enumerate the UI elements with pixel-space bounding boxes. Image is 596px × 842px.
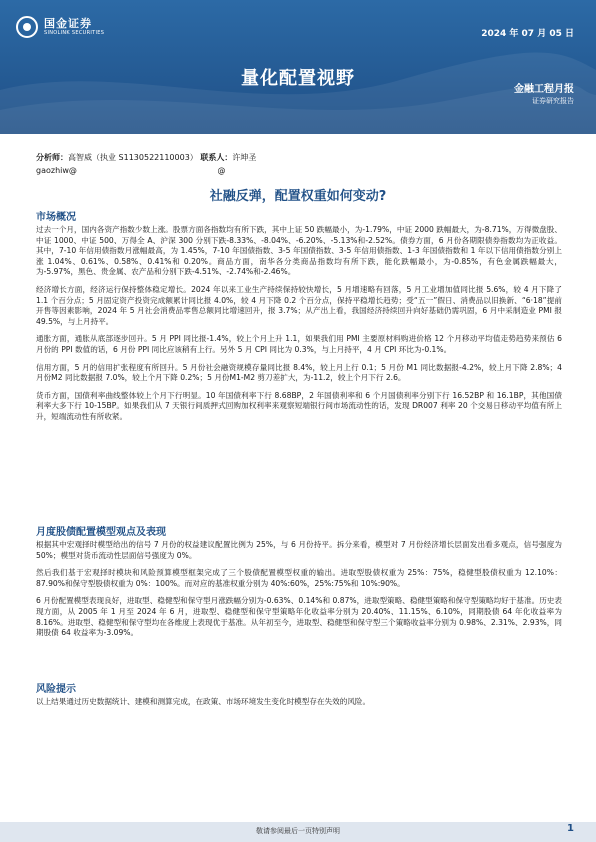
logo-icon <box>16 16 38 38</box>
analyst-label: 分析师： <box>36 153 68 162</box>
logo-name-cn: 国金证券 <box>44 17 92 30</box>
report-headline: 社融反弹，配置权重如何变动? <box>209 189 387 204</box>
section-allocation-model <box>36 523 562 646</box>
report-title: 量化配置视野 <box>241 68 355 89</box>
paragraph: 货币方面，国债利率曲线整体较上个月下行明显。10 年国债利率下行 8.68BP，2 年国债利率和 6 个月国债利率分别下行 16.52BP 和 16.1BP，其他国债利率大多下行 10-15BP。如果我们从 7 天银行间质押式回购加权利率来观察短端银行间市场流动性的话，发现 DR007 利率 20 个交易日移动平均值有所上升，短端流动性有所收紧。 <box>36 390 562 421</box>
paragraph: 6 月份配置模型表现良好，进取型、稳健型和保守型月涨跌幅分别为-0.63%、0.14%和 0.87%，进取型策略、稳健型策略和保守型策略均好于基准。历史表现方面，从 2005 年 1 月至 2024 年 6 月，进取型、稳健型和保守型策略年化收益率分别为 20.40%、11.15%、6.10%，同期股债 64 年化收益率为 8.16%。进取型、稳健型和保守型均在各维度上表现优于基准。从年初至今，进取型、稳健型和保守型三个策略收益率分别为 0.98%、2.31%、2.93%，同期股债 64 收益率为-3.09%。 <box>36 596 562 638</box>
company-logo <box>16 16 104 38</box>
paragraph: 通胀方面，通胀从底部逐步回升。5 月 PPI 同比报-1.4%，较上个月上升 1.1，如果我们用 PMI 主要原材料购进价格 12 个月移动平均值走势趋势来预估 6 月份的 PPI 数值的话，6 月份 PPI 同比应该稍有上行。另外 5 月 CPI 同比为 0.3%，与上月持平，4 月 CPI 环比为-0.1%。 <box>36 334 562 354</box>
page-number: 1 <box>567 823 574 834</box>
report-date: 2024 年 07 月 05 日 <box>481 29 574 39</box>
analyst-name: 高智威（执业 S1130522110003） <box>68 153 198 162</box>
paragraph: 以上结果通过历史数据统计、建模和测算完成，在政策、市场环境发生变化时模型存在失效的风险。 <box>36 697 371 706</box>
contact-label: 联系人： <box>200 153 233 162</box>
analyst-email[interactable]: gaozhiw@ <box>36 166 77 175</box>
logo-name-en: SINOLINK SECURITIES <box>44 30 105 36</box>
contact-name: 许坤圣 <box>232 153 257 162</box>
footer-disclaimer[interactable]: 敬请参阅最后一页特别声明 <box>256 827 340 835</box>
paragraph: 然后我们基于宏观择时模块和风险预算模型框架完成了三个股债配置模型权重的输出。进取型股债权重为 25%：75%，稳健型股债权重为 12.10%：87.90%和保守型股债权重为 0%：100%。而对应的基准权重分别为 40%:60%，25%:75%和 10%:90%。 <box>36 568 562 588</box>
contact-email[interactable]: @ <box>217 166 226 175</box>
paragraph: 过去一个月，国内各资产指数少数上涨。股票方面各指数均有所下跌，其中上证 50 跌幅最小，为-1.79%，中证 2000 跌幅最大，为-8.71%，万得微盘股、中证 1000、中证 500、万得全 A、沪深 300 分别下跌-8.33%、-8.04%、-6.20%、-5.13%和-2.52%。债券方面，6 月份各期限债券指数均为正收益。其中，7-10 年信用债指数月涨幅最高，为 1.45%，7-10 年国债指数、3-5 年国债指数、3-5 年信用债指数、1-3 年国债指数和 1 年以下信用债指数分别上涨 1.04%、0.61%、0.58%、0.41%和 0.20%。商品方面，南华各分类商品指数均有所下跌，能化跌幅最小，为-0.85%，有色金属跌幅最大，为-5.97%，黑色、贵金属、农产品和分别下跌-4.51%、-2.74%和-2.46%。 <box>36 225 562 277</box>
paragraph: 根据其中宏观择时模型给出的信号 7 月份的权益建议配置比例为 25%，与 6 月份持平。拆分来看，模型对 7 月份经济增长层面发出看多观点，信号强度为 50%；模型对货币流动性层面信号强度为 0%。 <box>36 540 562 560</box>
section-title: 市场概况 <box>36 212 76 223</box>
analyst-info <box>36 151 256 177</box>
paragraph: 经济增长方面，经济运行保持整体稳定增长。2024 年以来工业生产持续保持较快增长，5 月增速略有回落，5 月工业增加值同比报 5.6%，较 4 月下降了 1.1 个百分点；5 月固定资产投资完成额累计同比报 4.0%，较 4 月下降 0.2 个百分点，保持平稳增长趋势；受“五一”假日、消费品以旧换新、“6·18”提前开售等因素影响，2024 年 5 月社会消费品零售总额同比增速回升，报 3.7%；从产出上看，我国经济持续回升向好基础仍需巩固，6 月中采制造业 PMI 报 49.5%，与上月持平。 <box>36 284 562 326</box>
paragraph: 信用方面，5 月的信用扩张程度有所回升。5 月份社会融资规模存量同比报 8.4%，较上月上行 0.1；5 月份 M1 同比数据报-4.2%，较上月下降 2.8%；4 月份M2 同比数据报 7.0%，较上个月下降 0.2%；5 月份M1-M2 剪刀差扩大，为-11.2，较上个月下行 2.6。 <box>36 362 562 383</box>
section-title: 风险提示 <box>36 684 76 695</box>
header-banner <box>0 0 596 134</box>
section-market-overview <box>36 208 562 430</box>
report-type: 金融工程月报 <box>514 84 574 95</box>
section-risk-warning <box>36 680 562 715</box>
report-category: 证券研究报告 <box>532 97 574 105</box>
section-title: 月度股债配置模型观点及表现 <box>36 527 166 538</box>
